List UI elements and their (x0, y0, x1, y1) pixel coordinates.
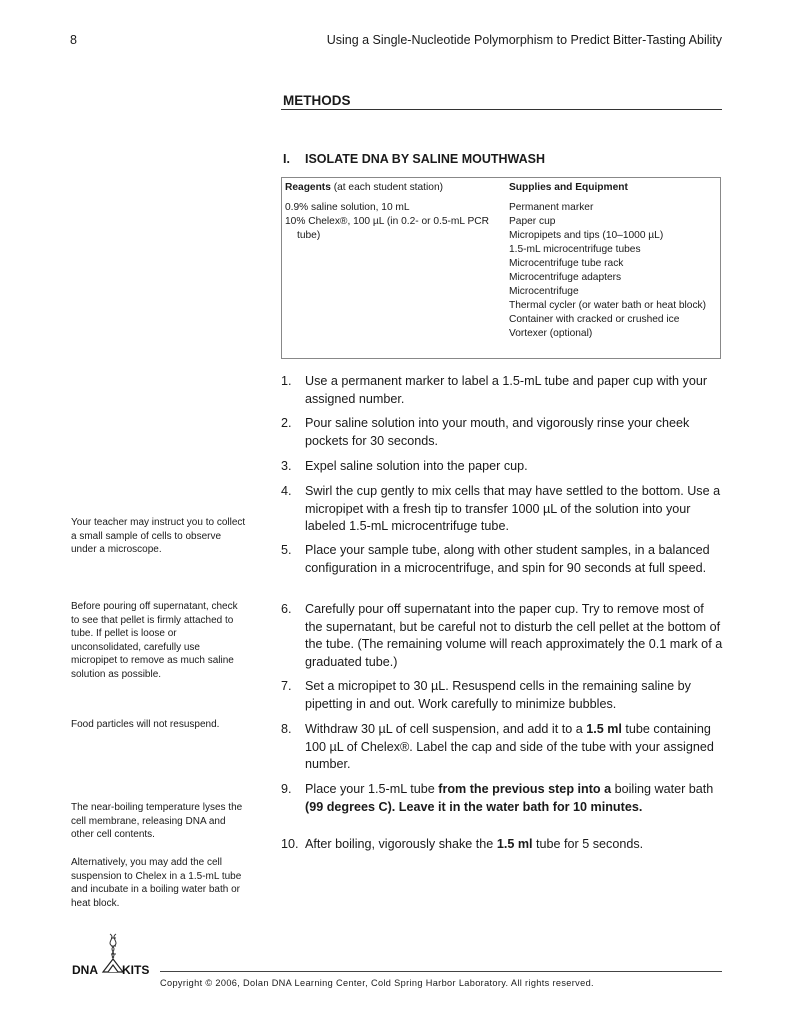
page-number: 8 (70, 33, 77, 47)
method-step-6 (281, 601, 723, 671)
step-text-part: tube containing 100 µL of Chelex®. Label the cap and side of the tube with your assigned number. (305, 722, 714, 771)
supplies-heading-label: Supplies and Equipment (509, 182, 628, 193)
margin-note: The near-boiling temperature lyses the cell membrane, releasing DNA and other cell contents. (71, 802, 243, 840)
supplies-column (509, 181, 714, 341)
subsection-title (283, 152, 545, 166)
step-text (305, 781, 723, 816)
step-text-emphasis: from the previous step into a (438, 782, 612, 796)
kit-box-icon (103, 959, 123, 972)
method-step-4 (281, 483, 723, 536)
supply-item: Microcentrifuge (509, 286, 579, 297)
section-divider (281, 109, 722, 110)
step-number: 8. (281, 722, 292, 736)
supply-item: Paper cup (509, 216, 556, 227)
step-text-emphasis: (99 degrees C). Leave it in the water bath for 10 minutes. (305, 799, 643, 814)
supply-item: Micropipets and tips (10–1000 µL) (509, 230, 664, 241)
subsection-number: I. (283, 152, 290, 166)
step-text: Use a permanent marker to label a 1.5-mL tube and paper cup with your assigned number. (305, 374, 708, 406)
step-text-part: Place your 1.5-mL tube (305, 782, 439, 796)
step-text (305, 836, 723, 854)
supply-item: Container with cracked or crushed ice (509, 314, 680, 325)
method-step-8 (281, 721, 723, 774)
method-step-10 (281, 836, 723, 854)
margin-note: Your teacher may instruct you to collect a small sample of cells to observe under a microscope. (71, 517, 246, 555)
step-number: 6. (281, 602, 292, 616)
step-text-part: tube for 5 seconds. (532, 837, 644, 851)
step-text-part: After boiling, vigorously shake the (305, 837, 497, 851)
step-text (305, 721, 723, 774)
method-step-3 (281, 458, 723, 476)
step-text-emphasis: 1.5 ml (586, 722, 622, 736)
method-step-9 (281, 781, 723, 816)
margin-note: Alternatively, you may add the cell suspension to Chelex in a 1.5-mL tube and incubate in a boiling water bath or heat block. (71, 857, 242, 909)
method-step-5 (281, 542, 723, 577)
reagents-heading-note: (at each student station) (333, 182, 443, 193)
method-step-1 (281, 373, 723, 408)
margin-note: Food particles will not resuspend. (71, 719, 220, 730)
method-step-7 (281, 678, 723, 713)
step-text: Expel saline solution into the paper cup. (305, 459, 528, 473)
step-number: 4. (281, 484, 292, 498)
supplies-heading (509, 181, 714, 195)
materials-table (281, 177, 721, 359)
reagent-item: 0.9% saline solution, 10 mL (285, 202, 410, 213)
supply-item: Thermal cycler (or water bath or heat block) (509, 300, 707, 311)
dna-helix-icon (110, 934, 116, 958)
supply-item: 1.5-mL microcentrifuge tubes (509, 244, 641, 255)
footer-copyright: Copyright © 2006, Dolan DNA Learning Center, Cold Spring Harbor Laboratory. All rights reserved. (160, 978, 594, 988)
method-step-2 (281, 415, 723, 450)
step-number: 5. (281, 543, 292, 557)
step-text-part: boiling water bath (611, 782, 714, 796)
step-number: 9. (281, 782, 292, 796)
dna-kits-logo (70, 932, 156, 978)
logo-text-dna: DNA (72, 963, 98, 977)
step-text: Set a micropipet to 30 µL. Resuspend cells in the remaining saline by pipetting in and out. Work carefully to minimize bubbles. (305, 679, 691, 711)
step-text: Swirl the cup gently to mix cells that may have settled to the bottom. Use a micropipet with a fresh tip to transfer 1000 µL of the solution into your labeled 1.5-mL microcentrifuge tube. (305, 484, 721, 533)
reagents-column (285, 181, 501, 243)
step-text-emphasis: 1.5 ml (496, 837, 533, 851)
supply-item: Microcentrifuge tube rack (509, 258, 624, 269)
supply-item: Permanent marker (509, 202, 594, 213)
step-number: 1. (281, 374, 292, 388)
step-number: 7. (281, 679, 292, 693)
section-title: METHODS (283, 93, 351, 108)
subsection-heading: ISOLATE DNA BY SALINE MOUTHWASH (305, 152, 546, 166)
footer-divider (160, 971, 722, 972)
margin-note: Before pouring off supernatant, check to see that pellet is firmly attached to tube. If pellet is loose or unconsolidated, carefully use micropipet to remove as much saline solution as possible. (71, 601, 238, 680)
running-title: Using a Single-Nucleotide Polymorphism to Predict Bitter-Tasting Ability (326, 33, 722, 47)
reagent-item: 10% Chelex®, 100 µL (in 0.2- or 0.5-mL PCR tube) (285, 216, 490, 241)
step-text: Carefully pour off supernatant into the paper cup. Try to remove most of the supernatant, but be careful not to disturb the cell pellet at the bottom of the tube. (The remaining volume will reach approximately the 0.1 mark of a graduated tube.) (305, 602, 723, 669)
step-number: 10. (281, 837, 299, 851)
step-text-part: Withdraw 30 µL of cell suspension, and add it to a (305, 722, 587, 736)
logo-text-kits: KITS (122, 963, 150, 977)
step-text: Pour saline solution into your mouth, and vigorously rinse your cheek pockets for 30 seconds. (305, 416, 690, 448)
supply-item: Microcentrifuge adapters (509, 272, 622, 283)
step-number: 2. (281, 416, 292, 430)
supply-item: Vortexer (optional) (509, 328, 593, 339)
step-text: Place your sample tube, along with other student samples, in a balanced configuration in a microcentrifuge, and spin for 90 seconds at full speed. (305, 543, 710, 575)
reagents-heading (285, 181, 501, 195)
reagents-heading-label: Reagents (285, 182, 331, 193)
step-number: 3. (281, 459, 292, 473)
